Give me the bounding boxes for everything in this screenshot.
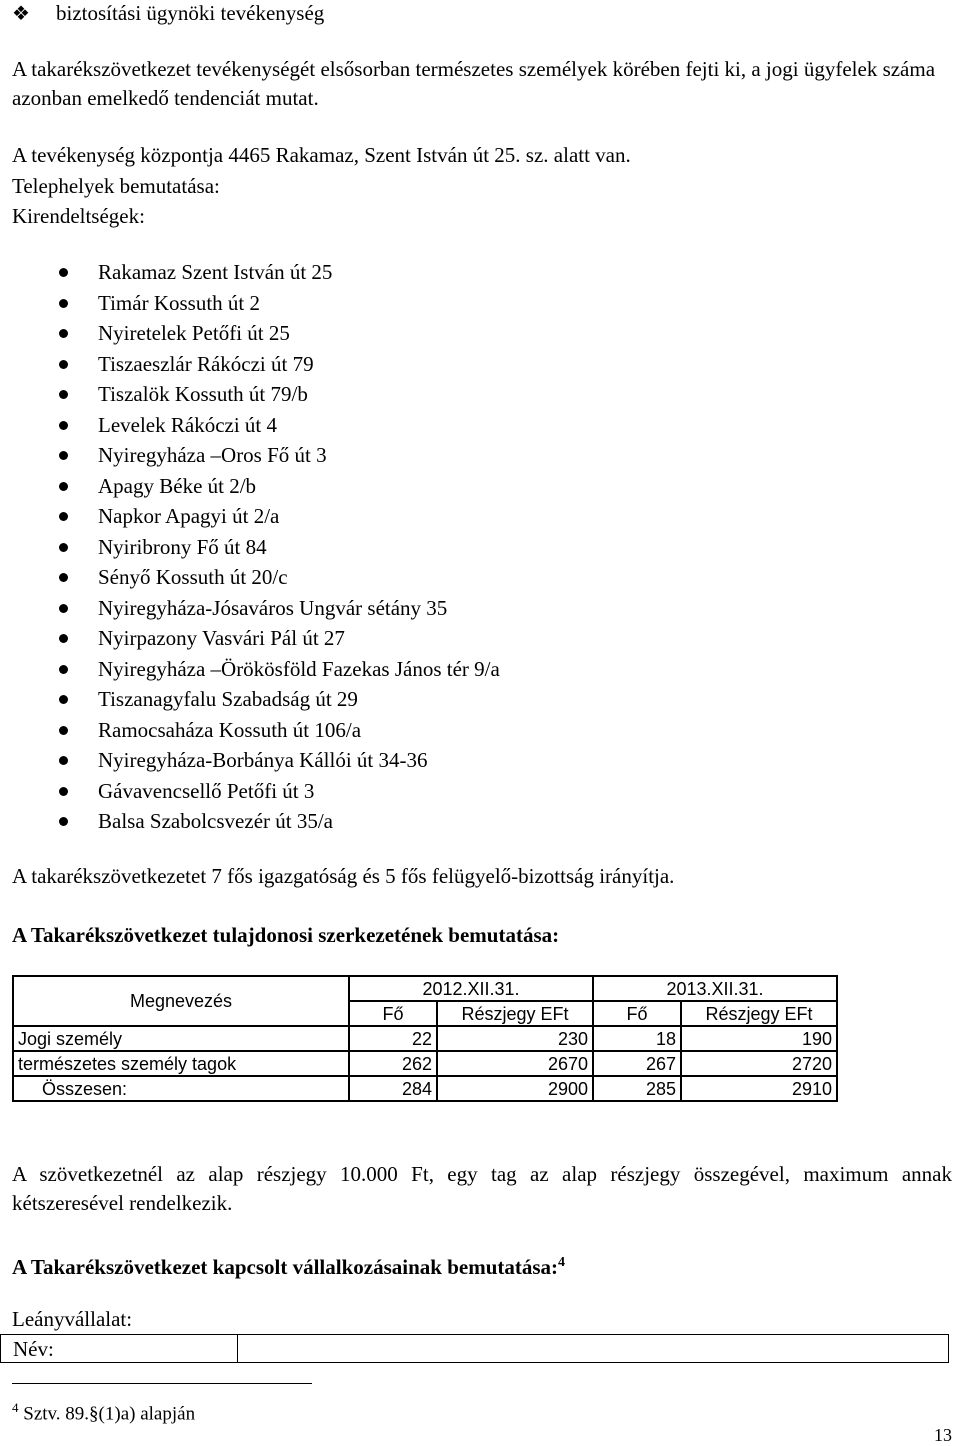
- cell-fo-2013: 285: [593, 1076, 681, 1101]
- bullet-icon: [59, 787, 68, 796]
- subheader-fo-2012: Fő: [349, 1001, 437, 1026]
- footnote-ref: 4: [558, 1255, 566, 1270]
- ownership-heading: A Takarékszövetkezet tulajdonosi szerkezetének bemutatása:: [12, 923, 560, 947]
- table-header-row: [13, 976, 837, 1001]
- cell-share-2013: 2910: [681, 1076, 837, 1101]
- bullet-icon: [59, 695, 68, 704]
- bullet-icon: [59, 665, 68, 674]
- cell-fo-2012: 284: [349, 1076, 437, 1101]
- share-text: A szövetkezetnél az alap részjegy 10.000 Ft, egy tag az alap részjegy összegével, maximum annak kétszeresével rendelkezik.: [12, 1162, 952, 1215]
- bullet-icon: [59, 268, 68, 277]
- subsidiary-table: [0, 1334, 949, 1363]
- branch-address: Tiszalök Kossuth út 79/b: [98, 382, 308, 406]
- bullet-icon: [59, 329, 68, 338]
- cell-share-2013: 190: [681, 1026, 837, 1051]
- bullet-icon: [59, 360, 68, 369]
- branch-address: Timár Kossuth út 2: [98, 290, 261, 315]
- bullet-icon: [59, 482, 68, 491]
- row-label: természetes személy tagok: [13, 1051, 349, 1076]
- row-label: Összesen:: [13, 1076, 349, 1101]
- table-row: [13, 1026, 837, 1051]
- bullet-icon: [59, 634, 68, 643]
- branch-address: Nyiregyháza-Borbánya Kállói út 34-36: [98, 748, 428, 772]
- intro-paragraph-2: A tevékenység központja 4465 Rakamaz, Szent István út 25. sz. alatt van.: [12, 143, 631, 167]
- table-row: [1, 1335, 949, 1363]
- cell-share-2012: 2670: [437, 1051, 593, 1076]
- cell-fo-2013: 267: [593, 1051, 681, 1076]
- branch-address: Levelek Rákóczi út 4: [98, 412, 278, 437]
- footnote: [12, 1395, 195, 1427]
- footnote-divider: [12, 1383, 312, 1384]
- subheader-share-2012: Részjegy EFt: [437, 1001, 593, 1026]
- bullet-icon: [59, 390, 68, 399]
- header-megnevezes: Megnevezés: [13, 976, 349, 1026]
- cell-share-2012: 230: [437, 1026, 593, 1051]
- branch-address: Apagy Béke út 2/b: [98, 473, 257, 498]
- footnote-text: Sztv. 89.§(1)a) alapján: [23, 1403, 196, 1425]
- cell-share-2013: 2720: [681, 1051, 837, 1076]
- header-date-2013: 2013.XII.31.: [593, 976, 837, 1001]
- diamond-bullet-icon: ❖: [12, 1, 30, 25]
- branch-address: Gávavencsellő Petőfi út 3: [98, 778, 315, 803]
- subheader-fo-2013: Fő: [593, 1001, 681, 1026]
- branch-address: Ramocsaháza Kossuth út 106/a: [98, 717, 362, 742]
- bullet-icon: [59, 512, 68, 521]
- bullet-icon: [59, 543, 68, 552]
- branch-address: Nyirpazony Vasvári Pál út 27: [98, 626, 345, 650]
- ownership-table: [12, 975, 838, 1102]
- affiliates-heading: [12, 1250, 565, 1280]
- branch-address: Nyiregyháza-Jósaváros Ungvár sétány 35: [98, 595, 448, 620]
- cell-fo-2012: 22: [349, 1026, 437, 1051]
- bullet-icon: [59, 421, 68, 430]
- page-number: 13: [934, 1425, 952, 1445]
- branch-address: Rakamaz Szent István út 25: [98, 260, 333, 284]
- name-value-cell: [238, 1335, 949, 1363]
- branch-address: Balsa Szabolcsvezér út 35/a: [98, 809, 333, 833]
- bullet-icon: [59, 573, 68, 582]
- branch-address: Nyiregyháza –Oros Fő út 3: [98, 443, 327, 467]
- name-label-cell: Név:: [1, 1335, 238, 1363]
- subsidiary-label: Leányvállalat:: [12, 1307, 133, 1331]
- branch-address: Nyiribrony Fő út 84: [98, 534, 267, 559]
- table-row: [13, 1076, 837, 1101]
- branch-address: Napkor Apagyi út 2/a: [98, 504, 280, 528]
- bullet-icon: [59, 451, 68, 460]
- affiliates-heading-text: A Takarékszövetkezet kapcsolt vállalkozásainak bemutatása:: [12, 1255, 559, 1279]
- sites-heading: Telephelyek bemutatása:: [12, 174, 220, 198]
- branch-address: Nyiretelek Petőfi út 25: [98, 321, 290, 345]
- branches-heading: Kirendeltségek:: [12, 204, 145, 228]
- table-row: [13, 1051, 837, 1076]
- bullet-icon: [59, 756, 68, 765]
- row-label: Jogi személy: [13, 1026, 349, 1051]
- bullet-icon: [59, 817, 68, 826]
- governance-text: A takarékszövetkezetet 7 fős igazgatóság és 5 fős felügyelő-bizottság irányítja.: [12, 864, 675, 888]
- bullet-icon: [59, 299, 68, 308]
- cell-fo-2013: 18: [593, 1026, 681, 1051]
- branch-address: Tiszanagyfalu Szabadság út 29: [98, 687, 358, 711]
- bullet-title: biztosítási ügynöki tevékenység: [56, 1, 325, 25]
- bullet-icon: [59, 726, 68, 735]
- branch-address: Sényő Kossuth út 20/c: [98, 565, 288, 589]
- branch-address: Nyiregyháza –Örökösföld Fazekas János tér 9/a: [98, 656, 500, 681]
- header-date-2012: 2012.XII.31.: [349, 976, 593, 1001]
- bullet-icon: [59, 604, 68, 613]
- branch-address: Tiszaeszlár Rákóczi út 79: [98, 351, 314, 376]
- footnote-number: 4: [12, 1400, 19, 1415]
- cell-fo-2012: 262: [349, 1051, 437, 1076]
- subheader-share-2013: Részjegy EFt: [681, 1001, 837, 1026]
- intro-paragraph-1: A takarékszövetkezet tevékenységét elsősorban természetes személyek körében fejti ki, a jogi ügyfelek száma azonban emelkedő tendenciát mutat.: [12, 57, 936, 110]
- cell-share-2012: 2900: [437, 1076, 593, 1101]
